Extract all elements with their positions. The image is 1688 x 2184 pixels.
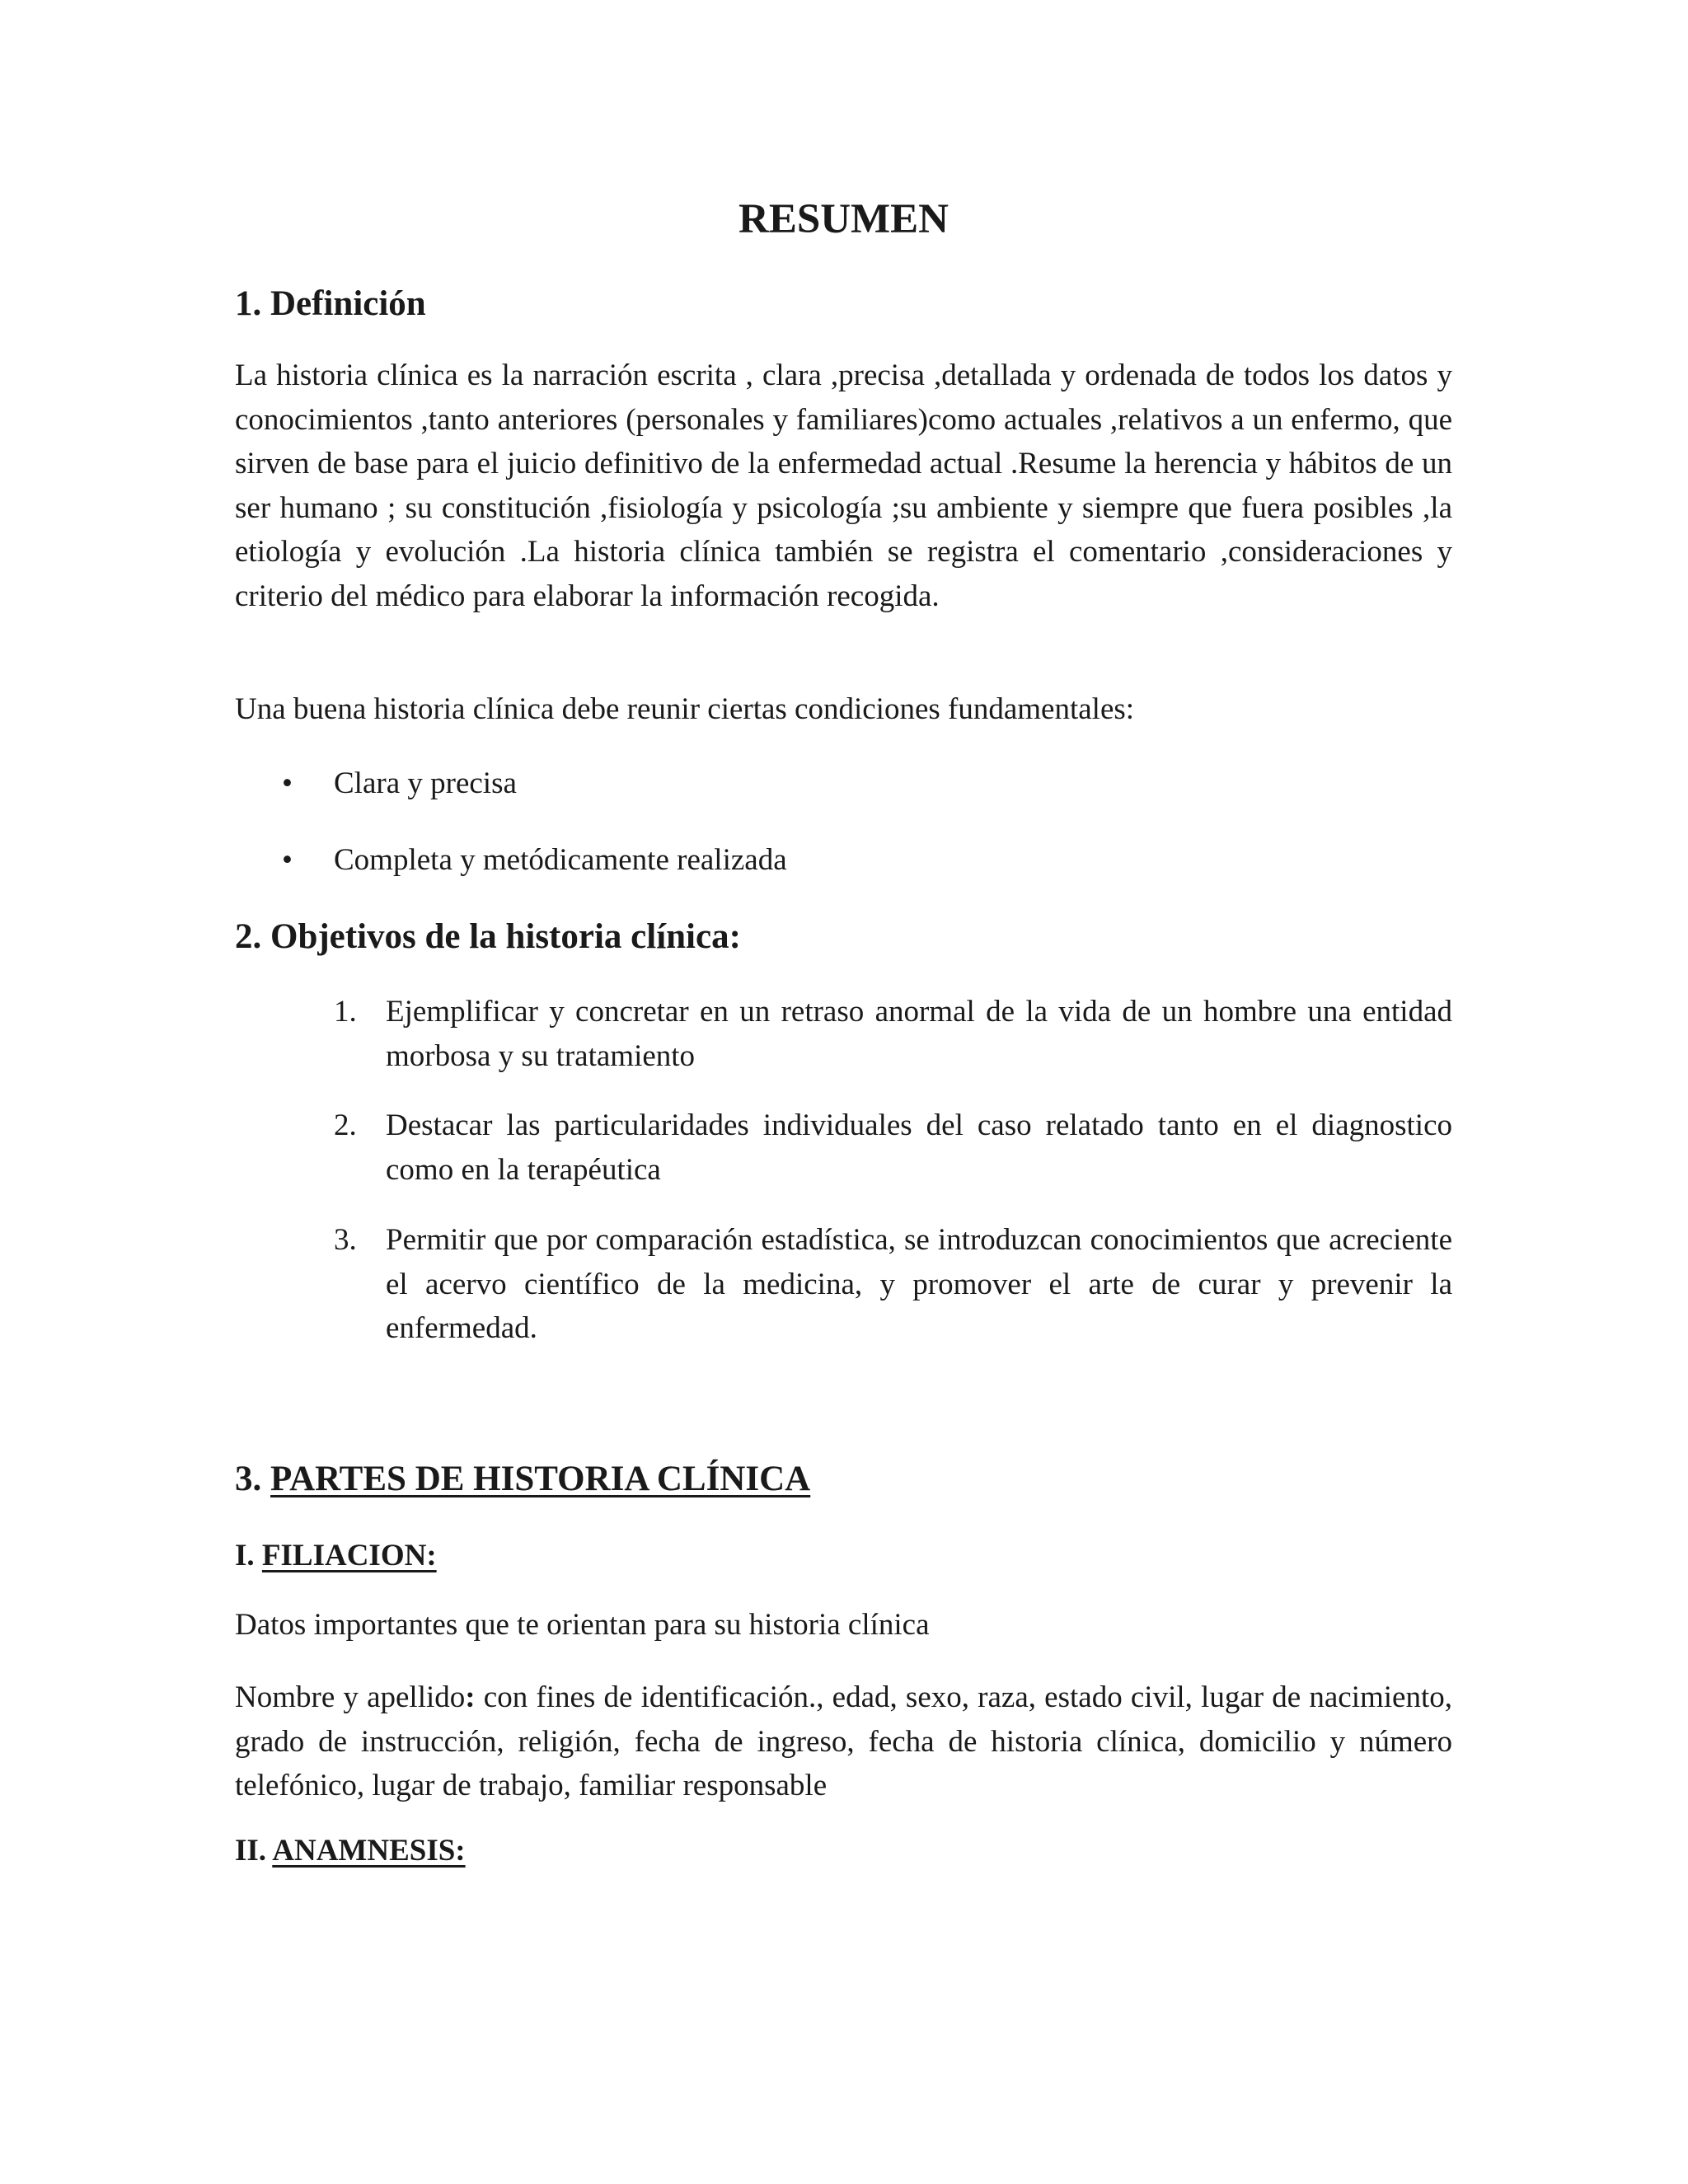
list-item-text: Completa y metódicamente realizada: [334, 843, 787, 877]
list-item-number: 2.: [334, 1108, 357, 1142]
list-item-text: Ejemplificar y concretar en un retraso anormal de la vida de un hombre una entidad morbosa y su tratamiento: [386, 995, 1452, 1073]
list-item: [235, 990, 1452, 1080]
list-item: [235, 1218, 1452, 1354]
section-heading-definicion: 1. Definición: [235, 284, 426, 323]
section-heading-objetivos: 2. Objetivos de la historia clínica:: [235, 917, 741, 956]
list-item-number: 3.: [334, 1223, 357, 1257]
list-item-number: 1.: [334, 995, 357, 1029]
section-heading-partes: [235, 1457, 810, 1502]
subheading-anamnesis: [235, 1831, 466, 1871]
conditions-intro: Una buena historia clínica debe reunir ciertas condiciones fundamentales:: [235, 692, 1135, 726]
section-title: PARTES DE HISTORIA CLÍNICA: [270, 1460, 811, 1498]
list-item-text: Permitir que por comparación estadística, se introduzcan conocimientos que acreciente el acervo científico de la medicina, y promover el arte de curar y prevenir la enfermedad.: [386, 1223, 1452, 1345]
filiacion-paragraph: [235, 1675, 1452, 1808]
list-item: [235, 1104, 1452, 1194]
subheading-label: FILIACION:: [261, 1539, 437, 1572]
list-item-text: Clara y precisa: [334, 766, 517, 800]
subheading-filiacion: [235, 1536, 437, 1576]
subheading-label: ANAMNESIS:: [272, 1834, 466, 1868]
list-item-text: Destacar las particularidades individuales del caso relatado tanto en el diagnostico como en la terapéutica: [386, 1108, 1452, 1187]
filiacion-rest: con fines de identificación., edad, sexo, raza, estado civil, lugar de nacimiento, grado de instrucción, religión, fecha de ingreso, fecha de historia clínica, domicilio y número telefónico, lugar de trabajo, familiar responsable: [235, 1680, 1452, 1802]
section-number: 3.: [235, 1460, 270, 1498]
filiacion-intro: Datos importantes que te orientan para su historia clínica: [235, 1608, 930, 1642]
bullet-icon: •: [282, 843, 293, 877]
bullet-icon: •: [282, 766, 293, 800]
subheading-number: II.: [235, 1834, 273, 1868]
subheading-number: I.: [235, 1539, 262, 1572]
filiacion-lead: Nombre y apellido: [235, 1680, 466, 1714]
page-title: RESUMEN: [738, 196, 950, 242]
filiacion-colon: :: [465, 1680, 476, 1714]
definition-paragraph: La historia clínica es la narración escrita , clara ,precisa ,detallada y ordenada de todos los datos y conocimientos ,tanto anteriores (personales y familiares)como actuales ,relativos a un enfermo, que sirven de base para el juicio definitivo de la enfermedad actual .Resume la herencia y hábitos de un ser humano ; su constitución ,fisiología y psicología ;su ambiente y siempre que fuera posibles ,la etiología y evolución .La historia clínica también se registra el comentario ,consideraciones y criterio del médico para elaborar la información recogida.: [235, 359, 1452, 613]
